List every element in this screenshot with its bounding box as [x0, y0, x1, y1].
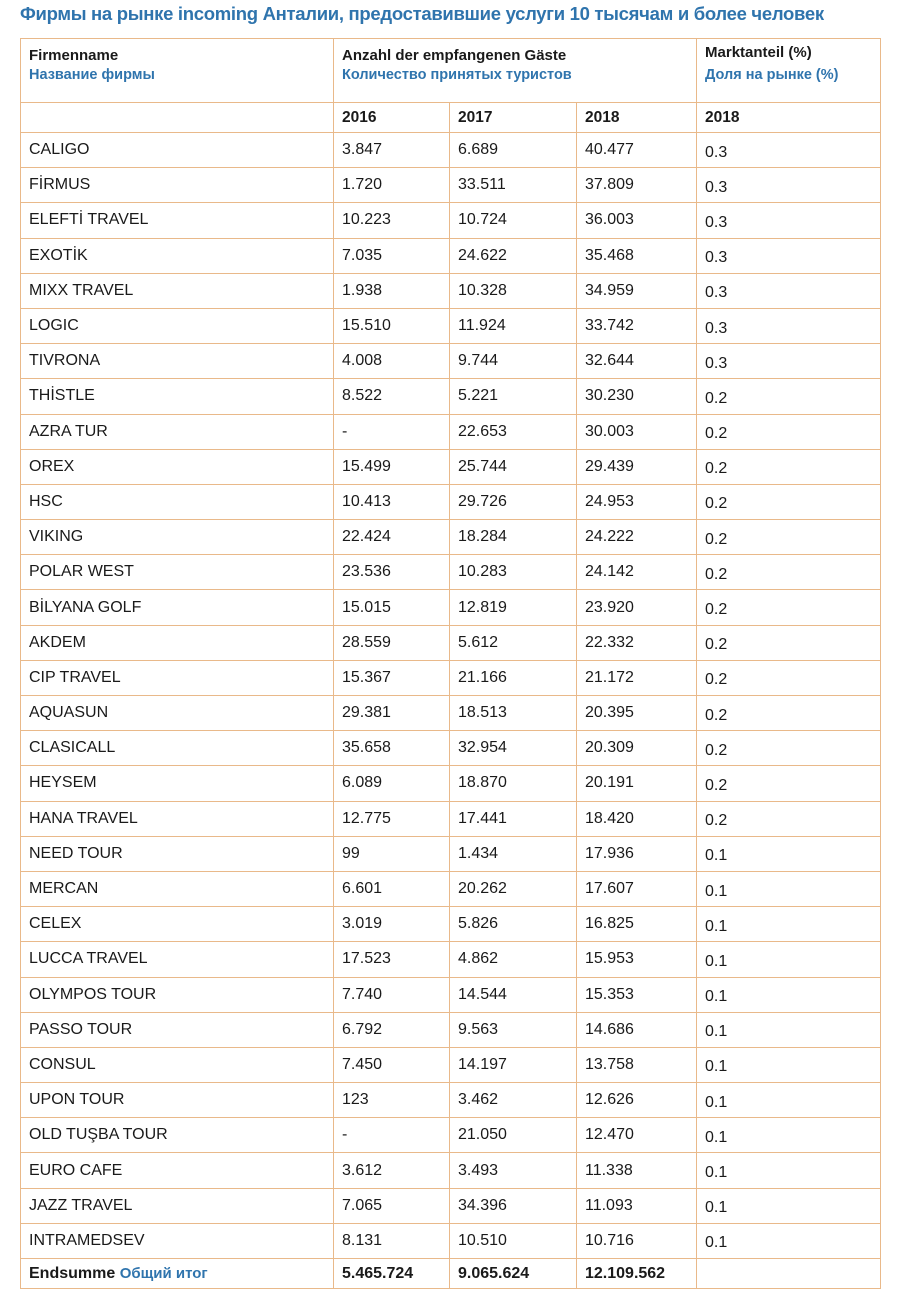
- guests-2018-cell: 33.742: [577, 308, 697, 343]
- guests-2017-cell: 20.262: [450, 871, 577, 906]
- table-row: [21, 484, 881, 519]
- market-share-cell: 0.1: [697, 907, 881, 942]
- guests-2016-cell: 10.413: [334, 484, 450, 519]
- firm-name-cell: ELEFTİ TRAVEL: [21, 203, 334, 238]
- header-guests: [334, 39, 697, 103]
- firm-name-cell: LUCCA TRAVEL: [21, 942, 334, 977]
- guests-2017-cell: 3.462: [450, 1083, 577, 1118]
- guests-2016-cell: 7.450: [334, 1047, 450, 1082]
- market-share-cell: 0.1: [697, 977, 881, 1012]
- header-firm-ru: Название фирмы: [29, 67, 155, 83]
- table-row: [21, 273, 881, 308]
- market-share-cell: 0.3: [697, 168, 881, 203]
- guests-2018-cell: 30.230: [577, 379, 697, 414]
- table-row: [21, 1083, 881, 1118]
- table-row: [21, 1223, 881, 1258]
- market-share-cell: 0.1: [697, 1047, 881, 1082]
- page-title: Фирмы на рынке incoming Анталии, предоставившие услуги 10 тысячам и более человек: [20, 3, 824, 24]
- table-row: [21, 1188, 881, 1223]
- firm-name-cell: LOGIC: [21, 308, 334, 343]
- total-2017: 9.065.624: [450, 1259, 577, 1289]
- guests-2017-cell: 17.441: [450, 801, 577, 836]
- guests-2017-cell: 11.924: [450, 308, 577, 343]
- guests-2016-cell: 10.223: [334, 203, 450, 238]
- firm-name-cell: OREX: [21, 449, 334, 484]
- guests-2018-cell: 20.395: [577, 696, 697, 731]
- total-2016: 5.465.724: [334, 1259, 450, 1289]
- guests-2018-cell: 17.936: [577, 836, 697, 871]
- guests-2016-cell: 3.612: [334, 1153, 450, 1188]
- guests-2018-cell: 21.172: [577, 660, 697, 695]
- guests-2016-cell: 8.131: [334, 1223, 450, 1258]
- table-row: [21, 1153, 881, 1188]
- firm-name-cell: FİRMUS: [21, 168, 334, 203]
- guests-2016-cell: 3.019: [334, 907, 450, 942]
- guests-2018-cell: 18.420: [577, 801, 697, 836]
- firm-name-cell: TIVRONA: [21, 344, 334, 379]
- guests-2017-cell: 21.050: [450, 1118, 577, 1153]
- guests-2017-cell: 10.328: [450, 273, 577, 308]
- total-2018: 12.109.562: [577, 1259, 697, 1289]
- guests-2018-cell: 23.920: [577, 590, 697, 625]
- header-year-empty: [21, 103, 334, 133]
- header-guests-ru: Количество принятых туристов: [342, 67, 572, 83]
- market-share-cell: 0.3: [697, 238, 881, 273]
- header-firm-de: Firmenname: [29, 47, 119, 64]
- table-row: [21, 625, 881, 660]
- guests-2016-cell: 15.499: [334, 449, 450, 484]
- header-share-de: Marktanteil (%): [705, 44, 812, 61]
- guests-2017-cell: 18.513: [450, 696, 577, 731]
- table-row: [21, 836, 881, 871]
- guests-2018-cell: 40.477: [577, 133, 697, 168]
- table-row: [21, 1047, 881, 1082]
- table-row: [21, 238, 881, 273]
- guests-2016-cell: 22.424: [334, 520, 450, 555]
- guests-2017-cell: 34.396: [450, 1188, 577, 1223]
- firm-name-cell: NEED TOUR: [21, 836, 334, 871]
- guests-2018-cell: 22.332: [577, 625, 697, 660]
- table-row: [21, 1118, 881, 1153]
- guests-2017-cell: 29.726: [450, 484, 577, 519]
- guests-2017-cell: 21.166: [450, 660, 577, 695]
- guests-2017-cell: 3.493: [450, 1153, 577, 1188]
- guests-2017-cell: 18.870: [450, 766, 577, 801]
- guests-2016-cell: 17.523: [334, 942, 450, 977]
- guests-2017-cell: 25.744: [450, 449, 577, 484]
- market-share-cell: 0.2: [697, 766, 881, 801]
- header-firm-name: [21, 39, 334, 103]
- guests-2018-cell: 36.003: [577, 203, 697, 238]
- firm-name-cell: AKDEM: [21, 625, 334, 660]
- market-share-cell: 0.1: [697, 1153, 881, 1188]
- firm-name-cell: PASSO TOUR: [21, 1012, 334, 1047]
- guests-2018-cell: 29.439: [577, 449, 697, 484]
- guests-2018-cell: 15.953: [577, 942, 697, 977]
- guests-2017-cell: 14.544: [450, 977, 577, 1012]
- guests-2017-cell: 18.284: [450, 520, 577, 555]
- firm-name-cell: OLD TUŞBA TOUR: [21, 1118, 334, 1153]
- firm-name-cell: EURO CAFE: [21, 1153, 334, 1188]
- guests-2016-cell: 1.938: [334, 273, 450, 308]
- guests-2018-cell: 24.222: [577, 520, 697, 555]
- guests-2016-cell: 8.522: [334, 379, 450, 414]
- guests-2016-cell: 7.035: [334, 238, 450, 273]
- market-share-cell: 0.2: [697, 590, 881, 625]
- table-row: [21, 555, 881, 590]
- total-label: [21, 1259, 334, 1289]
- market-share-cell: 0.3: [697, 308, 881, 343]
- guests-2018-cell: 12.470: [577, 1118, 697, 1153]
- guests-2018-cell: 30.003: [577, 414, 697, 449]
- guests-2016-cell: 15.367: [334, 660, 450, 695]
- table-row: [21, 907, 881, 942]
- guests-2018-cell: 14.686: [577, 1012, 697, 1047]
- market-share-cell: 0.2: [697, 660, 881, 695]
- guests-2016-cell: 6.792: [334, 1012, 450, 1047]
- firm-name-cell: CALIGO: [21, 133, 334, 168]
- guests-2017-cell: 33.511: [450, 168, 577, 203]
- guests-2017-cell: 4.862: [450, 942, 577, 977]
- guests-2017-cell: 5.221: [450, 379, 577, 414]
- firm-name-cell: VIKING: [21, 520, 334, 555]
- header-guests-de: Anzahl der empfangenen Gäste: [342, 47, 567, 64]
- firm-name-cell: EXOTİK: [21, 238, 334, 273]
- firm-name-cell: INTRAMEDSEV: [21, 1223, 334, 1258]
- table-row: [21, 520, 881, 555]
- market-share-cell: 0.1: [697, 1083, 881, 1118]
- guests-2017-cell: 10.283: [450, 555, 577, 590]
- table-row: [21, 731, 881, 766]
- market-share-cell: 0.2: [697, 555, 881, 590]
- market-share-cell: 0.2: [697, 520, 881, 555]
- table-row: [21, 449, 881, 484]
- market-share-cell: 0.1: [697, 1188, 881, 1223]
- guests-2017-cell: 24.622: [450, 238, 577, 273]
- table-row: [21, 308, 881, 343]
- guests-2018-cell: 10.716: [577, 1223, 697, 1258]
- guests-2017-cell: 10.724: [450, 203, 577, 238]
- guests-2016-cell: 7.740: [334, 977, 450, 1012]
- guests-2016-cell: 6.089: [334, 766, 450, 801]
- header-market-share: [697, 39, 881, 103]
- guests-2018-cell: 32.644: [577, 344, 697, 379]
- table-row: [21, 942, 881, 977]
- guests-2016-cell: -: [334, 414, 450, 449]
- guests-2017-cell: 22.653: [450, 414, 577, 449]
- guests-2016-cell: 7.065: [334, 1188, 450, 1223]
- guests-2018-cell: 20.191: [577, 766, 697, 801]
- firm-name-cell: CLASICALL: [21, 731, 334, 766]
- header-year-2017: 2017: [450, 103, 577, 133]
- guests-2016-cell: 6.601: [334, 871, 450, 906]
- table-row: [21, 414, 881, 449]
- table-body: [21, 133, 881, 1259]
- guests-2018-cell: 35.468: [577, 238, 697, 273]
- guests-2018-cell: 24.142: [577, 555, 697, 590]
- guests-2018-cell: 34.959: [577, 273, 697, 308]
- table-row: [21, 766, 881, 801]
- guests-2018-cell: 11.093: [577, 1188, 697, 1223]
- firm-name-cell: THİSTLE: [21, 379, 334, 414]
- guests-2016-cell: 123: [334, 1083, 450, 1118]
- market-share-cell: 0.1: [697, 1223, 881, 1258]
- market-share-cell: 0.1: [697, 1012, 881, 1047]
- header-row-years: [21, 103, 881, 133]
- market-share-cell: 0.3: [697, 273, 881, 308]
- table-row: [21, 379, 881, 414]
- firm-name-cell: OLYMPOS TOUR: [21, 977, 334, 1012]
- firm-name-cell: JAZZ TRAVEL: [21, 1188, 334, 1223]
- guests-2017-cell: 9.744: [450, 344, 577, 379]
- firm-name-cell: HSC: [21, 484, 334, 519]
- market-share-cell: 0.2: [697, 731, 881, 766]
- guests-2016-cell: 29.381: [334, 696, 450, 731]
- guests-2016-cell: 4.008: [334, 344, 450, 379]
- market-share-cell: 0.1: [697, 1118, 881, 1153]
- guests-2016-cell: 28.559: [334, 625, 450, 660]
- market-share-cell: 0.3: [697, 344, 881, 379]
- guests-2018-cell: 24.953: [577, 484, 697, 519]
- guests-2018-cell: 37.809: [577, 168, 697, 203]
- guests-2017-cell: 10.510: [450, 1223, 577, 1258]
- guests-2017-cell: 1.434: [450, 836, 577, 871]
- header-row-labels: [21, 39, 881, 103]
- table-row: [21, 590, 881, 625]
- firm-name-cell: AQUASUN: [21, 696, 334, 731]
- table-row: [21, 133, 881, 168]
- table-row: [21, 168, 881, 203]
- table-row: [21, 871, 881, 906]
- table-row: [21, 801, 881, 836]
- total-row: [21, 1259, 881, 1289]
- firm-name-cell: HEYSEM: [21, 766, 334, 801]
- table-row: [21, 1012, 881, 1047]
- guests-2016-cell: 23.536: [334, 555, 450, 590]
- header-share-year: 2018: [697, 103, 881, 133]
- table-row: [21, 977, 881, 1012]
- guests-2016-cell: 1.720: [334, 168, 450, 203]
- guests-2018-cell: 17.607: [577, 871, 697, 906]
- guests-2018-cell: 13.758: [577, 1047, 697, 1082]
- header-year-2018: 2018: [577, 103, 697, 133]
- guests-2017-cell: 12.819: [450, 590, 577, 625]
- guests-2018-cell: 12.626: [577, 1083, 697, 1118]
- market-share-cell: 0.2: [697, 449, 881, 484]
- header-share-ru: Доля на рынке (%): [705, 67, 839, 83]
- firm-name-cell: CIP TRAVEL: [21, 660, 334, 695]
- guests-2018-cell: 11.338: [577, 1153, 697, 1188]
- tourism-firms-table: [20, 38, 881, 1289]
- firm-name-cell: AZRA TUR: [21, 414, 334, 449]
- guests-2016-cell: 15.510: [334, 308, 450, 343]
- market-share-cell: 0.3: [697, 133, 881, 168]
- guests-2017-cell: 9.563: [450, 1012, 577, 1047]
- table-row: [21, 344, 881, 379]
- market-share-cell: 0.2: [697, 801, 881, 836]
- market-share-cell: 0.3: [697, 203, 881, 238]
- firm-name-cell: CONSUL: [21, 1047, 334, 1082]
- guests-2016-cell: 12.775: [334, 801, 450, 836]
- guests-2017-cell: 5.826: [450, 907, 577, 942]
- total-label-de: Endsumme: [29, 1264, 116, 1282]
- table-row: [21, 660, 881, 695]
- guests-2016-cell: -: [334, 1118, 450, 1153]
- market-share-cell: 0.2: [697, 379, 881, 414]
- firm-name-cell: MIXX TRAVEL: [21, 273, 334, 308]
- guests-2017-cell: 14.197: [450, 1047, 577, 1082]
- guests-2017-cell: 6.689: [450, 133, 577, 168]
- market-share-cell: 0.2: [697, 625, 881, 660]
- guests-2017-cell: 32.954: [450, 731, 577, 766]
- guests-2018-cell: 15.353: [577, 977, 697, 1012]
- total-share: [697, 1259, 881, 1289]
- guests-2018-cell: 20.309: [577, 731, 697, 766]
- total-label-ru: Общий итог: [119, 1264, 208, 1282]
- guests-2016-cell: 3.847: [334, 133, 450, 168]
- market-share-cell: 0.2: [697, 484, 881, 519]
- guests-2017-cell: 5.612: [450, 625, 577, 660]
- header-year-2016: 2016: [334, 103, 450, 133]
- firm-name-cell: MERCAN: [21, 871, 334, 906]
- market-share-cell: 0.1: [697, 942, 881, 977]
- guests-2016-cell: 99: [334, 836, 450, 871]
- market-share-cell: 0.1: [697, 871, 881, 906]
- guests-2018-cell: 16.825: [577, 907, 697, 942]
- market-share-cell: 0.1: [697, 836, 881, 871]
- table-row: [21, 203, 881, 238]
- firm-name-cell: UPON TOUR: [21, 1083, 334, 1118]
- firm-name-cell: HANA TRAVEL: [21, 801, 334, 836]
- guests-2016-cell: 15.015: [334, 590, 450, 625]
- market-share-cell: 0.2: [697, 414, 881, 449]
- market-share-cell: 0.2: [697, 696, 881, 731]
- firm-name-cell: CELEX: [21, 907, 334, 942]
- table-row: [21, 696, 881, 731]
- firm-name-cell: BİLYANA GOLF: [21, 590, 334, 625]
- firm-name-cell: POLAR WEST: [21, 555, 334, 590]
- guests-2016-cell: 35.658: [334, 731, 450, 766]
